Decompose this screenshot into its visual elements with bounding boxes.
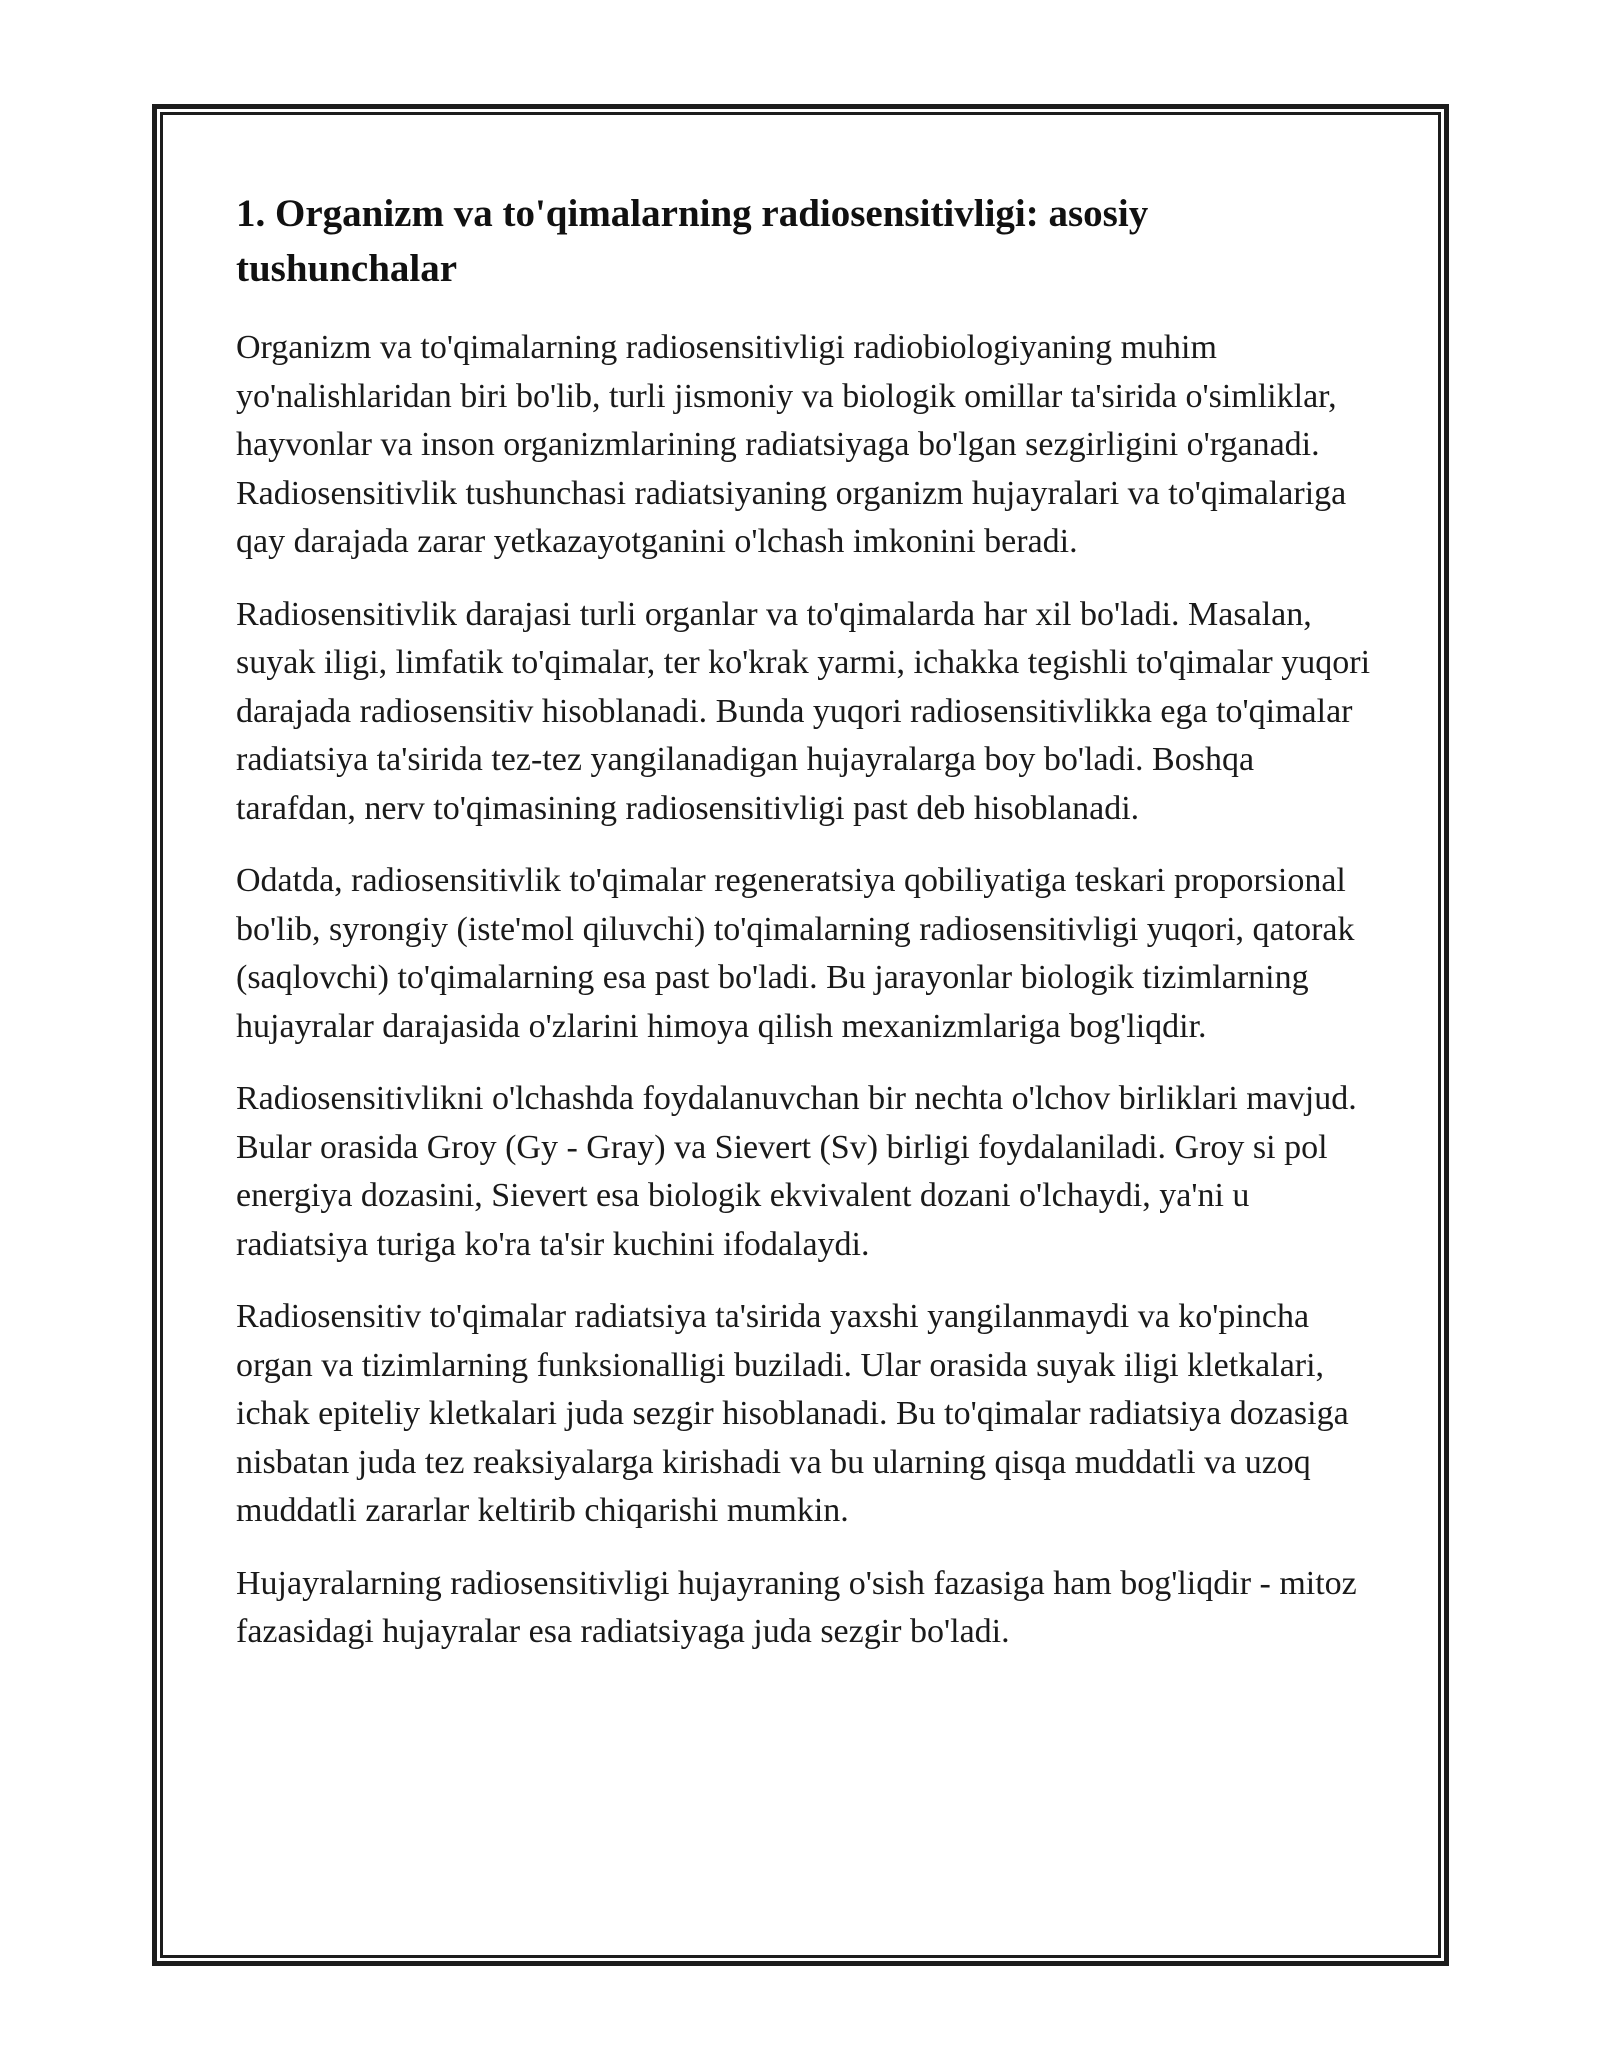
paragraph-4: Radiosensitivlikni o'lchashda foydalanuvchan bir nechta o'lchov birliklari mavjud. Bular orasida Groy (Gy - Gray) va Sievert (Sv) birligi foydalaniladi. Groy si pol energiya dozasini, Sievert esa biologik ekvivalent dozani o'lchaydi, ya'ni u radiatsiya turiga ko'ra ta'sir kuchini ifodalaydi. — [236, 1080, 1357, 1263]
paragraph-5: Radiosensitiv to'qimalar radiatsiya ta'sirida yaxshi yangilanmaydi va ko'pincha organ va tizimlarning funksionalligi buziladi. Ular orasida suyak iligi kletkalari, ichak epiteliy kletkalari juda sezgir hisoblanadi. Bu to'qimalar radiatsiya dozasiga nisbatan juda tez reaksiyalarga kirishadi va bu ularning qisqa muddatli va uzoq muddatli zararlar keltirib chiqarishi mumkin. — [236, 1298, 1349, 1529]
paragraph-1: Organizm va to'qimalarning radiosensitivligi radiobiologiyaning muhim yo'nalishlaridan biri bo'lib, turli jismoniy va biologik omillar ta'sirida o'simliklar, hayvonlar va inson organizmlarining radiatsiyaga bo'lgan sezgirligini o'rganadi. Radiosensitivlik tushunchasi radiatsiyaning organizm hujayralari va to'qimalariga qay darajada zarar yetkazayotganini o'lchash imkonini beradi. — [236, 329, 1347, 560]
document-body — [236, 186, 1376, 1681]
section-heading: 1. Organizm va to'qimalarning radiosensitivligi: asosiy tushunchalar — [236, 192, 1149, 290]
paragraph-3: Odatda, radiosensitivlik to'qimalar regeneratsiya qobiliyatiga teskari proporsional bo'lib, syrongiy (iste'mol qiluvchi) to'qimalarning radiosensitivligi yuqori, qatorak (saqlovchi) to'qimalarning esa past bo'ladi. Bu jarayonlar biologik tizimlarning hujayralar darajasida o'zlarini himoya qilish mexanizmlariga bog'liqdir. — [236, 862, 1355, 1045]
paragraph-6: Hujayralarning radiosensitivligi hujayraning o'sish fazasiga ham bog'liqdir - mitoz fazasidagi hujayralar esa radiatsiyaga juda sezgir bo'ladi. — [236, 1564, 1357, 1650]
paragraph-2: Radiosensitivlik darajasi turli organlar va to'qimalarda har xil bo'ladi. Masalan, suyak iligi, limfatik to'qimalar, ter ko'krak yarmi, ichakka tegishli to'qimalar yuqori darajada radiosensitiv hisoblanadi. Bunda yuqori radiosensitivlikka ega to'qimalar radiatsiya ta'sirida tez-tez yangilanadigan hujayralarga boy bo'ladi. Boshqa tarafdan, nerv to'qimasining radiosensitivligi past deb hisoblanadi. — [236, 595, 1371, 827]
